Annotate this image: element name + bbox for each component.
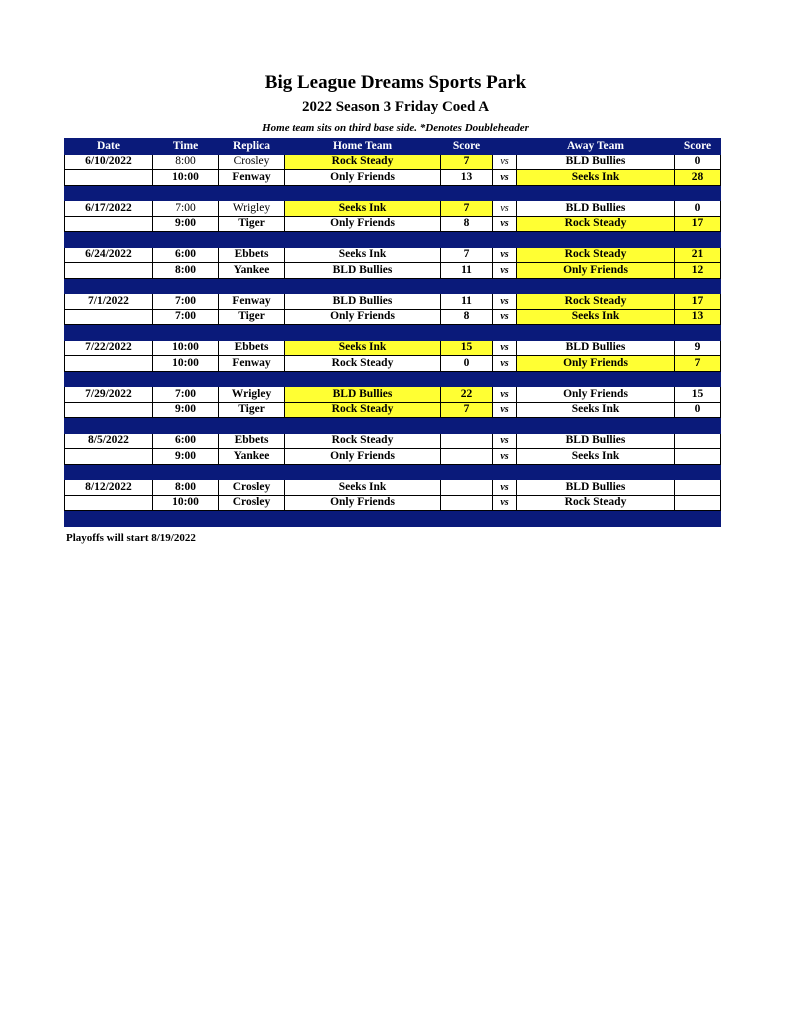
away-score: 0 <box>675 402 721 418</box>
separator-cell <box>517 278 675 294</box>
separator-cell <box>493 511 517 527</box>
separator-cell <box>219 232 285 248</box>
separator-cell <box>285 371 441 387</box>
separator-cell <box>285 278 441 294</box>
separator-cell <box>675 278 721 294</box>
versus-label: vs <box>493 340 517 356</box>
separator-cell <box>675 418 721 434</box>
separator-cell <box>441 418 493 434</box>
game-date: 6/17/2022 <box>65 201 153 217</box>
column-header: Away Team <box>517 139 675 155</box>
home-team: Only Friends <box>285 495 441 511</box>
game-time: 9:00 <box>153 402 219 418</box>
separator-cell <box>285 325 441 341</box>
table-header-row <box>65 139 721 155</box>
away-score: 21 <box>675 247 721 263</box>
home-team: Rock Steady <box>285 402 441 418</box>
week-separator <box>65 464 721 480</box>
week-separator <box>65 325 721 341</box>
home-score <box>441 449 493 465</box>
game-replica: Fenway <box>219 356 285 372</box>
away-team: Only Friends <box>517 387 675 403</box>
away-score: 0 <box>675 201 721 217</box>
separator-cell <box>153 511 219 527</box>
away-score: 9 <box>675 340 721 356</box>
game-time: 7:00 <box>153 309 219 325</box>
game-row <box>65 154 721 170</box>
home-team: BLD Bullies <box>285 387 441 403</box>
separator-cell <box>493 232 517 248</box>
separator-cell <box>153 325 219 341</box>
game-date: 8/5/2022 <box>65 433 153 449</box>
versus-label: vs <box>493 154 517 170</box>
separator-cell <box>285 418 441 434</box>
home-score <box>441 433 493 449</box>
separator-cell <box>675 232 721 248</box>
home-score: 7 <box>441 201 493 217</box>
game-time: 10:00 <box>153 170 219 186</box>
week-separator <box>65 418 721 434</box>
separator-cell <box>285 464 441 480</box>
home-score <box>441 495 493 511</box>
separator-cell <box>493 464 517 480</box>
game-replica: Fenway <box>219 170 285 186</box>
week-separator <box>65 511 721 527</box>
separator-cell <box>517 371 675 387</box>
game-date <box>65 356 153 372</box>
versus-label: vs <box>493 294 517 310</box>
home-score <box>441 480 493 496</box>
separator-cell <box>441 278 493 294</box>
home-score: 8 <box>441 309 493 325</box>
separator-cell <box>493 278 517 294</box>
away-team: BLD Bullies <box>517 340 675 356</box>
separator-cell <box>285 232 441 248</box>
page-subtitle: 2022 Season 3 Friday Coed A <box>301 99 490 115</box>
separator-cell <box>675 371 721 387</box>
game-row <box>65 170 721 186</box>
separator-cell <box>441 371 493 387</box>
game-row <box>65 433 721 449</box>
game-time: 7:00 <box>153 201 219 217</box>
separator-cell <box>65 418 153 434</box>
game-time: 8:00 <box>153 154 219 170</box>
separator-cell <box>441 511 493 527</box>
game-date: 7/1/2022 <box>65 294 153 310</box>
game-replica: Tiger <box>219 402 285 418</box>
game-time: 8:00 <box>153 480 219 496</box>
home-team: Seeks Ink <box>285 247 441 263</box>
game-time: 10:00 <box>153 340 219 356</box>
versus-label: vs <box>493 433 517 449</box>
home-team: Rock Steady <box>285 154 441 170</box>
game-date: 8/12/2022 <box>65 480 153 496</box>
column-header: Score <box>441 139 493 155</box>
game-row <box>65 216 721 232</box>
game-row <box>65 247 721 263</box>
away-score <box>675 495 721 511</box>
game-row <box>65 263 721 279</box>
game-time: 9:00 <box>153 449 219 465</box>
versus-label: vs <box>493 402 517 418</box>
separator-cell <box>517 325 675 341</box>
game-replica: Crosley <box>219 495 285 511</box>
away-team: BLD Bullies <box>517 154 675 170</box>
separator-cell <box>219 325 285 341</box>
schedule-body <box>65 154 721 526</box>
separator-cell <box>441 185 493 201</box>
home-team: Only Friends <box>285 216 441 232</box>
separator-cell <box>153 418 219 434</box>
away-team: Rock Steady <box>517 294 675 310</box>
game-date: 7/29/2022 <box>65 387 153 403</box>
separator-cell <box>675 325 721 341</box>
game-replica: Wrigley <box>219 387 285 403</box>
game-replica: Yankee <box>219 263 285 279</box>
game-replica: Wrigley <box>219 201 285 217</box>
away-team: Rock Steady <box>517 216 675 232</box>
game-date <box>65 263 153 279</box>
away-score: 15 <box>675 387 721 403</box>
versus-label: vs <box>493 216 517 232</box>
game-date <box>65 495 153 511</box>
separator-cell <box>65 232 153 248</box>
game-replica: Ebbets <box>219 340 285 356</box>
home-team: Seeks Ink <box>285 201 441 217</box>
separator-cell <box>675 511 721 527</box>
separator-cell <box>675 464 721 480</box>
separator-cell <box>219 418 285 434</box>
away-score: 17 <box>675 294 721 310</box>
game-replica: Crosley <box>219 154 285 170</box>
game-time: 10:00 <box>153 356 219 372</box>
game-date: 6/24/2022 <box>65 247 153 263</box>
game-row <box>65 480 721 496</box>
game-time: 7:00 <box>153 387 219 403</box>
separator-cell <box>285 511 441 527</box>
separator-cell <box>517 232 675 248</box>
away-team: Seeks Ink <box>517 449 675 465</box>
schedule-table <box>64 138 721 527</box>
away-score: 7 <box>675 356 721 372</box>
away-score: 12 <box>675 263 721 279</box>
schedule-note: Home team sits on third base side. *Denotes Doubleheader <box>262 122 529 134</box>
home-team: Only Friends <box>285 309 441 325</box>
column-header: Time <box>153 139 219 155</box>
away-score: 17 <box>675 216 721 232</box>
home-score: 7 <box>441 402 493 418</box>
separator-cell <box>65 511 153 527</box>
away-score: 13 <box>675 309 721 325</box>
column-header <box>493 139 517 155</box>
away-team: BLD Bullies <box>517 433 675 449</box>
home-team: Rock Steady <box>285 433 441 449</box>
separator-cell <box>219 464 285 480</box>
versus-label: vs <box>493 387 517 403</box>
week-separator <box>65 232 721 248</box>
separator-cell <box>65 464 153 480</box>
game-time: 7:00 <box>153 294 219 310</box>
game-time: 10:00 <box>153 495 219 511</box>
week-separator <box>65 278 721 294</box>
separator-cell <box>219 278 285 294</box>
separator-cell <box>285 185 441 201</box>
separator-cell <box>153 232 219 248</box>
away-score: 28 <box>675 170 721 186</box>
week-separator <box>65 371 721 387</box>
game-date: 7/22/2022 <box>65 340 153 356</box>
separator-cell <box>517 464 675 480</box>
away-team: Rock Steady <box>517 247 675 263</box>
home-score: 8 <box>441 216 493 232</box>
separator-cell <box>441 232 493 248</box>
home-score: 11 <box>441 263 493 279</box>
game-replica: Ebbets <box>219 247 285 263</box>
game-replica: Yankee <box>219 449 285 465</box>
separator-cell <box>65 325 153 341</box>
separator-cell <box>219 511 285 527</box>
game-row <box>65 340 721 356</box>
game-row <box>65 294 721 310</box>
game-replica: Crosley <box>219 480 285 496</box>
away-team: Seeks Ink <box>517 309 675 325</box>
separator-cell <box>493 185 517 201</box>
separator-cell <box>517 511 675 527</box>
home-score: 7 <box>441 247 493 263</box>
versus-label: vs <box>493 170 517 186</box>
away-score <box>675 433 721 449</box>
home-team: BLD Bullies <box>285 294 441 310</box>
home-score: 7 <box>441 154 493 170</box>
game-replica: Tiger <box>219 216 285 232</box>
separator-cell <box>65 278 153 294</box>
separator-cell <box>517 185 675 201</box>
separator-cell <box>493 371 517 387</box>
home-team: Only Friends <box>285 170 441 186</box>
game-date: 6/10/2022 <box>65 154 153 170</box>
game-row <box>65 356 721 372</box>
game-row <box>65 449 721 465</box>
separator-cell <box>441 325 493 341</box>
game-replica: Fenway <box>219 294 285 310</box>
column-header: Home Team <box>285 139 441 155</box>
home-score: 11 <box>441 294 493 310</box>
playoffs-note: Playoffs will start 8/19/2022 <box>66 532 196 544</box>
away-team: Only Friends <box>517 263 675 279</box>
away-team: Seeks Ink <box>517 402 675 418</box>
versus-label: vs <box>493 449 517 465</box>
game-replica: Ebbets <box>219 433 285 449</box>
versus-label: vs <box>493 356 517 372</box>
game-time: 6:00 <box>153 247 219 263</box>
game-row <box>65 201 721 217</box>
separator-cell <box>65 185 153 201</box>
separator-cell <box>153 278 219 294</box>
game-row <box>65 402 721 418</box>
separator-cell <box>65 371 153 387</box>
game-time: 9:00 <box>153 216 219 232</box>
away-team: Only Friends <box>517 356 675 372</box>
home-team: Only Friends <box>285 449 441 465</box>
away-team: Rock Steady <box>517 495 675 511</box>
game-date <box>65 402 153 418</box>
separator-cell <box>493 418 517 434</box>
game-row <box>65 309 721 325</box>
game-row <box>65 387 721 403</box>
game-time: 8:00 <box>153 263 219 279</box>
versus-label: vs <box>493 309 517 325</box>
separator-cell <box>219 185 285 201</box>
home-score: 15 <box>441 340 493 356</box>
versus-label: vs <box>493 480 517 496</box>
away-team: BLD Bullies <box>517 480 675 496</box>
column-header: Date <box>65 139 153 155</box>
page-title: Big League Dreams Sports Park <box>264 72 527 93</box>
away-score: 0 <box>675 154 721 170</box>
game-date <box>65 170 153 186</box>
versus-label: vs <box>493 495 517 511</box>
week-separator <box>65 185 721 201</box>
game-time: 6:00 <box>153 433 219 449</box>
home-team: BLD Bullies <box>285 263 441 279</box>
versus-label: vs <box>493 263 517 279</box>
away-score <box>675 480 721 496</box>
column-header: Replica <box>219 139 285 155</box>
game-row <box>65 495 721 511</box>
home-team: Seeks Ink <box>285 340 441 356</box>
home-score: 0 <box>441 356 493 372</box>
separator-cell <box>675 185 721 201</box>
away-score <box>675 449 721 465</box>
game-date <box>65 216 153 232</box>
separator-cell <box>517 418 675 434</box>
separator-cell <box>153 464 219 480</box>
home-score: 22 <box>441 387 493 403</box>
home-score: 13 <box>441 170 493 186</box>
versus-label: vs <box>493 247 517 263</box>
versus-label: vs <box>493 201 517 217</box>
away-team: BLD Bullies <box>517 201 675 217</box>
separator-cell <box>153 185 219 201</box>
separator-cell <box>219 371 285 387</box>
game-date <box>65 449 153 465</box>
separator-cell <box>493 325 517 341</box>
game-replica: Tiger <box>219 309 285 325</box>
home-team: Rock Steady <box>285 356 441 372</box>
away-team: Seeks Ink <box>517 170 675 186</box>
game-date <box>65 309 153 325</box>
column-header: Score <box>675 139 721 155</box>
separator-cell <box>153 371 219 387</box>
home-team: Seeks Ink <box>285 480 441 496</box>
separator-cell <box>441 464 493 480</box>
